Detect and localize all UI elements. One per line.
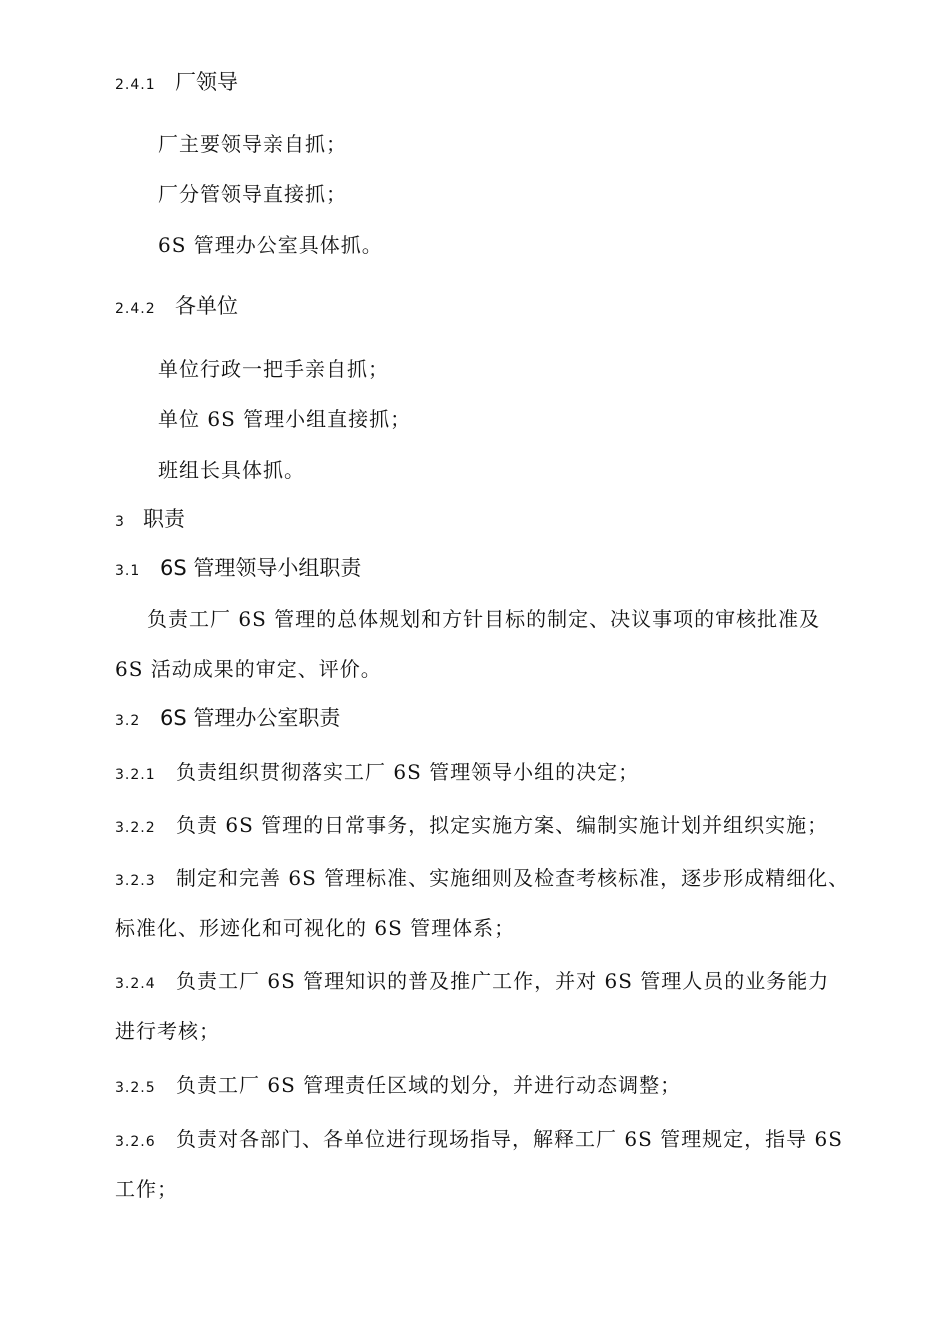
section-title: 6S 管理办公室职责 <box>160 706 341 730</box>
section-number: 3.1 <box>115 563 141 579</box>
section-title: 各单位 <box>175 294 238 318</box>
list-item: 厂主要领导亲自抓； <box>158 132 347 156</box>
section-number: 2.4.2 <box>115 301 156 317</box>
item-text: 制定和完善 6S 管理标准、实施细则及检查考核标准，逐步形成精细化、 <box>176 866 850 890</box>
paragraph-line: 6S 活动成果的审定、评价。 <box>115 657 382 681</box>
item-3-2-4 <box>115 965 829 994</box>
item-text: 负责工厂 6S 管理责任区域的划分，并进行动态调整； <box>176 1073 682 1097</box>
section-title: 职责 <box>143 507 185 531</box>
list-item: 6S 管理办公室具体抓。 <box>158 233 383 257</box>
item-text: 负责 6S 管理的日常事务，拟定实施方案、编制实施计划并组织实施； <box>176 813 829 837</box>
item-number: 3.2.1 <box>115 767 156 783</box>
item-3-2-2 <box>115 809 828 838</box>
list-item: 班组长具体抓。 <box>158 458 305 482</box>
item-continuation: 进行考核； <box>115 1019 220 1043</box>
paragraph-line: 负责工厂 6S 管理的总体规划和方针目标的制定、决议事项的审核批准及 <box>147 607 821 631</box>
section-number: 3 <box>115 514 125 530</box>
section-number: 2.4.1 <box>115 77 156 93</box>
item-number: 3.2.6 <box>115 1134 156 1150</box>
section-3-2-heading <box>115 702 340 732</box>
section-title: 6S 管理领导小组职责 <box>160 556 362 580</box>
item-text: 负责工厂 6S 管理知识的普及推广工作，并对 6S 管理人员的业务能力 <box>176 969 830 993</box>
section-2-4-2-heading <box>115 290 238 320</box>
item-3-2-1 <box>115 756 639 785</box>
list-item: 单位行政一把手亲自抓； <box>158 357 389 381</box>
item-continuation: 标准化、形迹化和可视化的 6S 管理体系； <box>115 916 516 940</box>
section-3-heading <box>115 503 185 533</box>
list-item: 单位 6S 管理小组直接抓； <box>158 407 412 431</box>
item-3-2-5 <box>115 1069 681 1098</box>
item-3-2-6 <box>115 1123 843 1152</box>
item-number: 3.2.4 <box>115 976 156 992</box>
list-item: 厂分管领导直接抓； <box>158 182 347 206</box>
item-text: 负责组织贯彻落实工厂 6S 管理领导小组的决定； <box>176 760 640 784</box>
item-text: 负责对各部门、各单位进行现场指导，解释工厂 6S 管理规定，指导 6S <box>176 1127 843 1151</box>
item-3-2-3 <box>115 862 849 891</box>
item-continuation: 工作； <box>115 1177 178 1201</box>
section-3-1-heading <box>115 552 361 582</box>
section-title: 厂领导 <box>175 70 238 94</box>
item-number: 3.2.5 <box>115 1080 156 1096</box>
section-number: 3.2 <box>115 713 141 729</box>
item-number: 3.2.2 <box>115 820 156 836</box>
item-number: 3.2.3 <box>115 873 156 889</box>
section-2-4-1-heading <box>115 66 238 96</box>
